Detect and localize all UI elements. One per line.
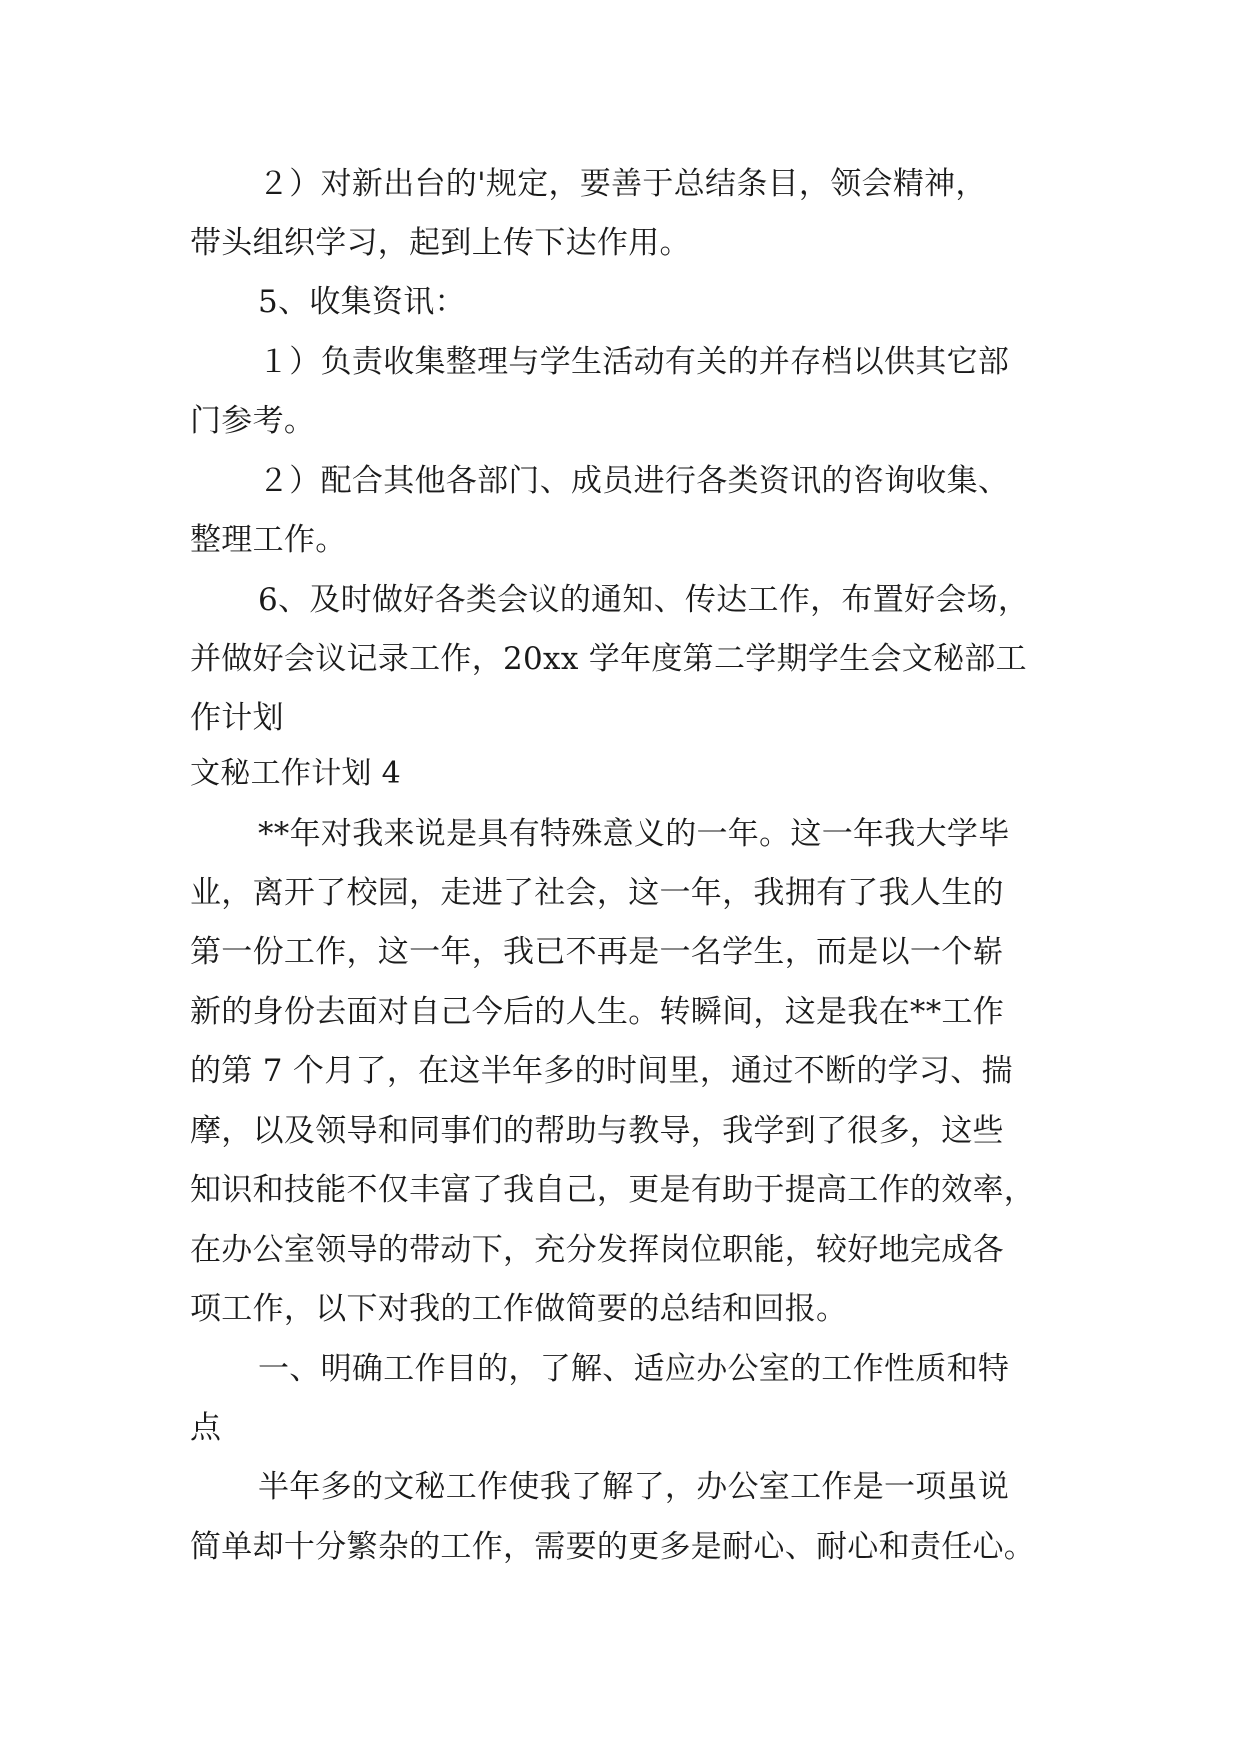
paragraph-line: 新的身份去面对自己今后的人生。转瞬间，这是我在**工作	[190, 994, 1005, 1030]
paragraph-line: 点	[190, 1410, 222, 1446]
paragraph-line: 整理工作。	[190, 522, 347, 558]
paragraph-line: 的第 7 个月了，在这半年多的时间里，通过不断的学习、揣	[190, 1053, 1013, 1089]
paragraph-line: ２）对新出台的'规定，要善于总结条目，领会精神，	[258, 166, 987, 202]
paragraph-line: 简单却十分繁杂的工作，需要的更多是耐心、耐心和责任心。	[190, 1529, 1036, 1565]
paragraph-line: 项工作，以下对我的工作做简要的总结和回报。	[190, 1291, 848, 1327]
paragraph-line: 门参考。	[190, 403, 316, 439]
paragraph-line: 摩，以及领导和同事们的帮助与教导，我学到了很多，这些	[190, 1113, 1004, 1149]
paragraph-line: 并做好会议记录工作，20xx 学年度第二学期学生会文秘部工	[190, 641, 1027, 677]
paragraph-line: 带头组织学习，起到上传下达作用。	[190, 225, 691, 261]
paragraph-line: １）负责收集整理与学生活动有关的并存档以供其它部	[258, 344, 1010, 380]
paragraph-line: 一、明确工作目的，了解、适应办公室的工作性质和特	[258, 1351, 1010, 1387]
paragraph-line: 知识和技能不仅丰富了我自己，更是有助于提高工作的效率，	[190, 1172, 1036, 1208]
paragraph-line: **年对我来说是具有特殊意义的一年。这一年我大学毕	[258, 816, 1010, 852]
paragraph-line: 半年多的文秘工作使我了解了，办公室工作是一项虽说	[258, 1469, 1010, 1505]
paragraph-line: 在办公室领导的带动下，充分发挥岗位职能，较好地完成各	[190, 1232, 1004, 1268]
paragraph-line: 第一份工作，这一年，我已不再是一名学生，而是以一个崭	[190, 934, 1004, 970]
section-heading: 文秘工作计划 4	[190, 756, 402, 791]
paragraph-line: 5、收集资讯：	[258, 284, 466, 320]
paragraph-line: 作计划	[190, 700, 284, 736]
paragraph-line: ２）配合其他各部门、成员进行各类资讯的咨询收集、	[258, 463, 1010, 499]
paragraph-line: 6、及时做好各类会议的通知、传达工作，布置好会场，	[258, 582, 1030, 618]
paragraph-line: 业，离开了校园，走进了社会，这一年，我拥有了我人生的	[190, 875, 1004, 911]
